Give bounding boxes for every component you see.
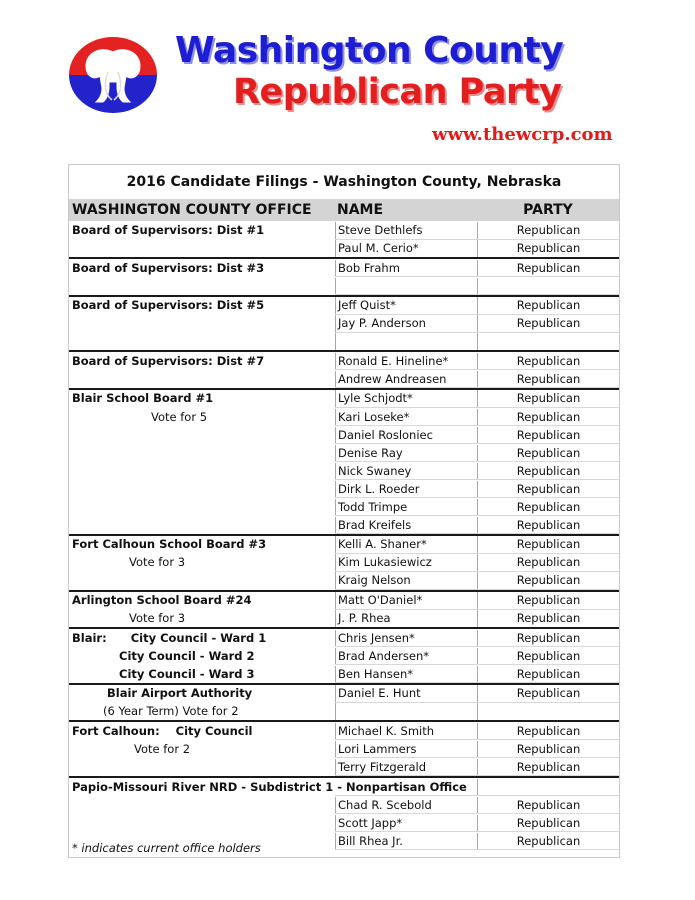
footnote: * indicates current office holders xyxy=(72,841,261,855)
party-cell: Republican xyxy=(477,297,619,314)
party-cell: Republican xyxy=(477,481,619,498)
candidate-name-cell: Michael K. Smith xyxy=(335,723,477,740)
candidate-name-cell: Kraig Nelson xyxy=(335,572,477,589)
candidate-name-cell: Terry Fitzgerald xyxy=(335,759,477,776)
party-cell: Republican xyxy=(477,666,619,683)
table-header xyxy=(69,199,619,221)
party-cell: Republican xyxy=(477,759,619,776)
table-row xyxy=(69,797,619,815)
office-cell: Blair School Board #1 xyxy=(72,391,214,406)
table-row xyxy=(69,815,619,833)
table-row xyxy=(69,685,619,703)
candidate-name-cell: Todd Trimpe xyxy=(335,499,477,516)
office-cell: Vote for 5 xyxy=(151,409,208,424)
table-row xyxy=(69,371,619,389)
candidate-name-cell: Paul M. Cerio* xyxy=(335,240,477,257)
party-cell xyxy=(477,333,619,350)
party-cell: Republican xyxy=(477,222,619,239)
table-row xyxy=(69,723,619,741)
office-cell: Papio-Missouri River NRD - Subdistrict 1 - Nonpartisan Office xyxy=(72,779,467,794)
party-cell: Republican xyxy=(477,554,619,571)
office-cell: Vote for 3 xyxy=(129,555,186,570)
candidate-name-cell xyxy=(335,278,477,295)
office-cell: Vote for 3 xyxy=(129,611,186,626)
table-row xyxy=(69,666,619,684)
table-row xyxy=(69,409,619,427)
table-row xyxy=(69,648,619,666)
party-cell: Republican xyxy=(477,723,619,740)
party-cell xyxy=(477,703,619,720)
table-row xyxy=(69,741,619,759)
candidate-name-cell xyxy=(335,333,477,350)
office-cell: Blair: City Council - Ward 1 xyxy=(72,630,267,645)
table-row xyxy=(69,554,619,572)
candidate-name-cell: Lori Lammers xyxy=(335,741,477,758)
party-cell: Republican xyxy=(477,572,619,589)
party-cell: Republican xyxy=(477,371,619,388)
party-cell xyxy=(477,278,619,295)
office-cell: Fort Calhoun: City Council xyxy=(72,723,253,738)
table-row xyxy=(69,427,619,445)
header-name: NAME xyxy=(337,202,384,218)
party-cell: Republican xyxy=(477,741,619,758)
office-cell: Board of Supervisors: Dist #7 xyxy=(72,353,265,368)
office-cell: City Council - Ward 2 xyxy=(119,648,255,663)
header-office: WASHINGTON COUNTY OFFICE xyxy=(72,202,312,218)
table-row xyxy=(69,572,619,590)
office-cell: Board of Supervisors: Dist #5 xyxy=(72,298,265,313)
office-cell: (6 Year Term) Vote for 2 xyxy=(103,704,239,719)
party-cell: Republican xyxy=(477,592,619,609)
table-row xyxy=(69,779,619,797)
candidate-name-cell: Chris Jensen* xyxy=(335,630,477,647)
party-cell: Republican xyxy=(477,499,619,516)
office-cell: Board of Supervisors: Dist #3 xyxy=(72,260,265,275)
candidate-name-cell xyxy=(335,703,477,720)
party-cell: Republican xyxy=(477,463,619,480)
table-row xyxy=(69,517,619,535)
office-cell: Fort Calhoun School Board #3 xyxy=(72,537,267,552)
org-name-line-1: Washington County xyxy=(175,30,564,71)
table-row xyxy=(69,353,619,371)
table-row xyxy=(69,315,619,333)
office-cell: City Council - Ward 3 xyxy=(119,666,255,681)
candidate-name-cell: J. P. Rhea xyxy=(335,610,477,627)
party-cell: Republican xyxy=(477,815,619,832)
table-row xyxy=(69,222,619,240)
party-cell: Republican xyxy=(477,833,619,850)
candidate-name-cell: Bob Frahm xyxy=(335,260,477,277)
table-row xyxy=(69,610,619,628)
table-row xyxy=(69,463,619,481)
party-cell: Republican xyxy=(477,315,619,332)
candidate-name-cell: Matt O'Daniel* xyxy=(335,592,477,609)
table-row xyxy=(69,759,619,777)
table-row xyxy=(69,481,619,499)
candidate-name-cell: Ronald E. Hineline* xyxy=(335,353,477,370)
table-row xyxy=(69,278,619,296)
party-cell: Republican xyxy=(477,445,619,462)
party-cell: Republican xyxy=(477,630,619,647)
row-rule xyxy=(335,849,619,850)
elephant-logo-icon xyxy=(68,36,158,114)
candidate-name-cell: Kari Loseke* xyxy=(335,409,477,426)
candidate-name-cell: Jay P. Anderson xyxy=(335,315,477,332)
org-name-line-2: Republican Party xyxy=(233,72,562,112)
table-row xyxy=(69,703,619,721)
table-row xyxy=(69,445,619,463)
candidate-table xyxy=(68,164,620,858)
party-cell: Republican xyxy=(477,517,619,534)
office-cell: Arlington School Board #24 xyxy=(72,593,252,607)
office-cell: Vote for 2 xyxy=(134,741,191,756)
table-row xyxy=(69,333,619,351)
office-cell: Blair Airport Authority xyxy=(107,686,253,701)
office-cell: Board of Supervisors: Dist #1 xyxy=(72,223,265,237)
table-row xyxy=(69,297,619,315)
party-cell: Republican xyxy=(477,797,619,814)
table-row xyxy=(69,240,619,258)
table-caption: 2016 Candidate Filings - Washington County, Nebraska xyxy=(69,165,619,200)
party-cell: Republican xyxy=(477,409,619,426)
party-cell: Republican xyxy=(477,685,619,702)
candidate-name-cell: Lyle Schjodt* xyxy=(335,390,477,407)
candidate-name-cell: Ben Hansen* xyxy=(335,666,477,683)
candidate-name-cell: Denise Ray xyxy=(335,445,477,462)
party-cell: Republican xyxy=(477,610,619,627)
website-link[interactable]: www.thewcrp.com xyxy=(432,124,613,145)
candidate-name-cell: Andrew Andreasen xyxy=(335,371,477,388)
table-row xyxy=(69,499,619,517)
table-row xyxy=(69,390,619,408)
candidate-name-cell: Chad R. Scebold xyxy=(335,797,477,814)
party-cell: Republican xyxy=(477,240,619,257)
candidate-name-cell: Kim Lukasiewicz xyxy=(335,554,477,571)
party-cell: Republican xyxy=(477,648,619,665)
candidate-name-cell: Brad Andersen* xyxy=(335,648,477,665)
party-cell: Republican xyxy=(477,260,619,277)
candidate-name-cell: Nick Swaney xyxy=(335,463,477,480)
party-cell: Republican xyxy=(477,536,619,553)
table-row xyxy=(69,536,619,554)
candidate-name-cell: Kelli A. Shaner* xyxy=(335,536,477,553)
table-row xyxy=(69,592,619,610)
candidate-name-cell: Brad Kreifels xyxy=(335,517,477,534)
candidate-name-cell: Dirk L. Roeder xyxy=(335,481,477,498)
party-cell: Republican xyxy=(477,353,619,370)
candidate-name-cell: Bill Rhea Jr. xyxy=(335,833,477,850)
candidate-name-cell: Daniel Rosloniec xyxy=(335,427,477,444)
party-cell xyxy=(477,779,619,796)
header-party: PARTY xyxy=(523,202,573,218)
candidate-name-cell: Scott Japp* xyxy=(335,815,477,832)
table-row xyxy=(69,260,619,278)
party-cell: Republican xyxy=(477,427,619,444)
table-row xyxy=(69,630,619,648)
candidate-name-cell: Daniel E. Hunt xyxy=(335,685,477,702)
candidate-name-cell: Jeff Quist* xyxy=(335,297,477,314)
party-cell: Republican xyxy=(477,390,619,407)
candidate-name-cell: Steve Dethlefs xyxy=(335,222,477,239)
